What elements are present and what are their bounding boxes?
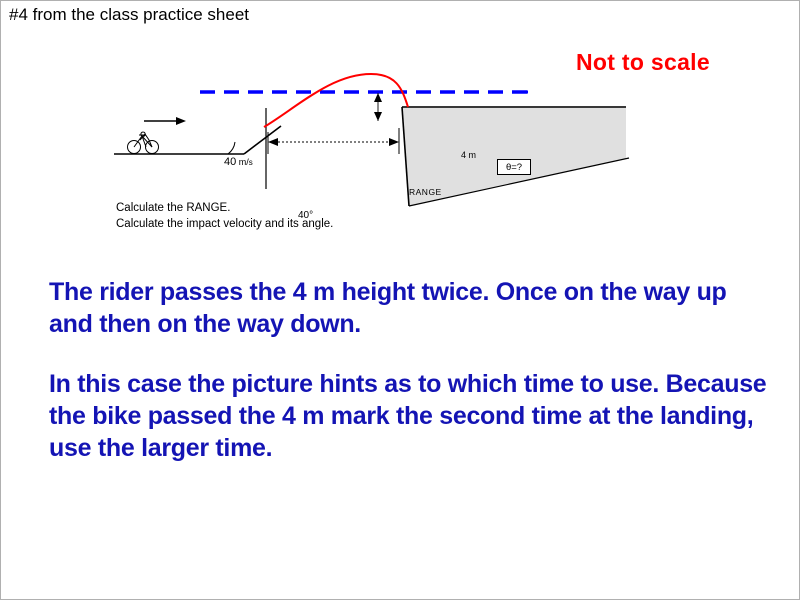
range-label: RANGE [409, 187, 442, 197]
physics-diagram [96, 46, 656, 226]
not-to-scale-label: Not to scale [576, 49, 710, 75]
projectile-path-curve [264, 74, 408, 127]
explanation-paragraph-1: The rider passes the 4 m height twice. Once on the way up and then on the way down. [49, 278, 727, 338]
pad2 [402, 104, 628, 106]
height-arrow-down [374, 112, 382, 121]
bicycle-icon [128, 132, 159, 154]
diagram-svg [96, 46, 656, 226]
explanation-paragraph-2: In this case the picture hints as to which time to use. Because the bike passed the 4 m mark the second time at the landing, use the larger time. [49, 370, 767, 462]
speed-value: 40 [224, 156, 237, 168]
speed-label [224, 156, 253, 168]
velocity-arrow-head [176, 117, 186, 125]
instruction-line-1: Calculate the RANGE. [116, 202, 231, 214]
theta-question-box: θ=? [497, 159, 531, 175]
instruction-line-2: Calculate the impact velocity and its angle. [116, 218, 334, 231]
range-arrow-left [268, 138, 278, 146]
launch-angle-label: 40° [298, 210, 314, 221]
instructions-block [116, 200, 333, 233]
speed-unit: m/s [238, 156, 253, 167]
angle-arc [228, 142, 235, 154]
page-title: #4 from the class practice sheet [9, 5, 250, 24]
height-label: 4 m [461, 150, 477, 160]
range-arrow-right [389, 138, 399, 146]
explanation-text [49, 276, 769, 464]
height-arrow-up [374, 93, 382, 102]
